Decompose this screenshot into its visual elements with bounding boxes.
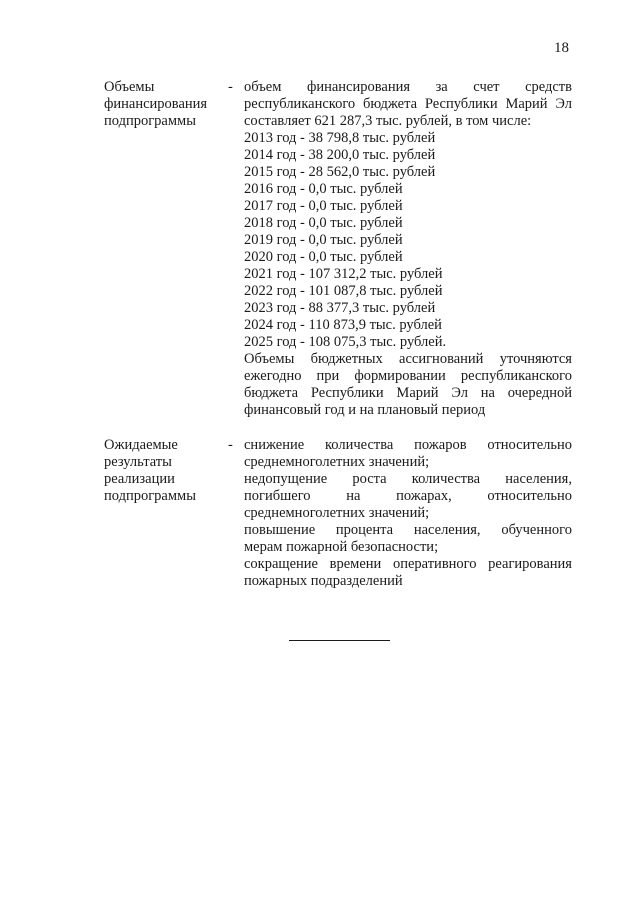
- end-separator-line: [289, 640, 390, 641]
- result-item: [244, 437, 572, 471]
- financing-intro-line: республиканского бюджета Республики Марий Эл: [244, 96, 572, 112]
- financing-note-line: бюджета Республики Марий Эл на очередной: [244, 385, 572, 401]
- results-content: [244, 437, 572, 590]
- financing-note-last: финансовый год и на плановый период: [244, 402, 486, 418]
- financing-label-line: подпрограммы: [104, 113, 196, 129]
- financing-year: 2014 год - 38 200,0 тыс. рублей: [244, 147, 436, 163]
- result-item: [244, 471, 572, 522]
- financing-year: 2019 год - 0,0 тыс. рублей: [244, 232, 403, 248]
- financing-year: 2013 год - 38 798,8 тыс. рублей: [244, 130, 436, 146]
- financing-year: 2021 год - 107 312,2 тыс. рублей: [244, 266, 443, 282]
- page-number: 18: [554, 40, 569, 56]
- financing-year: 2017 год - 0,0 тыс. рублей: [244, 198, 403, 214]
- result-line: погибшего на пожарах, относительно: [244, 488, 572, 504]
- financing-content: [244, 79, 572, 419]
- financing-note-line: ежегодно при формировании республиканского: [244, 368, 572, 384]
- result-line: повышение процента населения, обученного: [244, 522, 572, 538]
- financing-note-line: Объемы бюджетных ассигнований уточняются: [244, 351, 572, 367]
- financing-label-line: финансирования: [104, 96, 208, 112]
- financing-intro-line: объем финансирования за счет средств: [244, 79, 572, 95]
- financing-year: 2024 год - 110 873,9 тыс. рублей: [244, 317, 442, 333]
- result-line-last: среднемноголетних значений;: [244, 454, 430, 470]
- result-line: недопущение роста количества населения,: [244, 471, 572, 487]
- financing-year: 2025 год - 108 075,3 тыс. рублей.: [244, 334, 447, 350]
- result-item: [244, 556, 572, 590]
- financing-year: 2018 год - 0,0 тыс. рублей: [244, 215, 403, 231]
- financing-year: 2020 год - 0,0 тыс. рублей: [244, 249, 403, 265]
- financing-label: [104, 79, 229, 130]
- results-label-line: реализации: [104, 471, 175, 487]
- financing-label-line: Объемы: [104, 79, 155, 95]
- result-line-last: мерам пожарной безопасности;: [244, 539, 439, 555]
- financing-year: 2016 год - 0,0 тыс. рублей: [244, 181, 403, 197]
- result-item: [244, 522, 572, 556]
- results-label: [104, 437, 229, 505]
- financing-year: 2022 год - 101 087,8 тыс. рублей: [244, 283, 443, 299]
- result-line: снижение количества пожаров относительно: [244, 437, 572, 453]
- financing-intro-last: составляет 621 287,3 тыс. рублей, в том числе:: [244, 113, 532, 129]
- financing-year: 2015 год - 28 562,0 тыс. рублей: [244, 164, 436, 180]
- results-label-line: подпрограммы: [104, 488, 196, 504]
- results-label-line: Ожидаемые: [104, 437, 178, 453]
- result-line-last: среднемноголетних значений;: [244, 505, 430, 521]
- results-label-line: результаты: [104, 454, 172, 470]
- result-line: сокращение времени оперативного реагирования: [244, 556, 572, 572]
- financing-year: 2023 год - 88 377,3 тыс. рублей: [244, 300, 436, 316]
- results-dash: -: [228, 437, 233, 453]
- result-line-last: пожарных подразделений: [244, 573, 403, 589]
- financing-dash: -: [228, 79, 233, 95]
